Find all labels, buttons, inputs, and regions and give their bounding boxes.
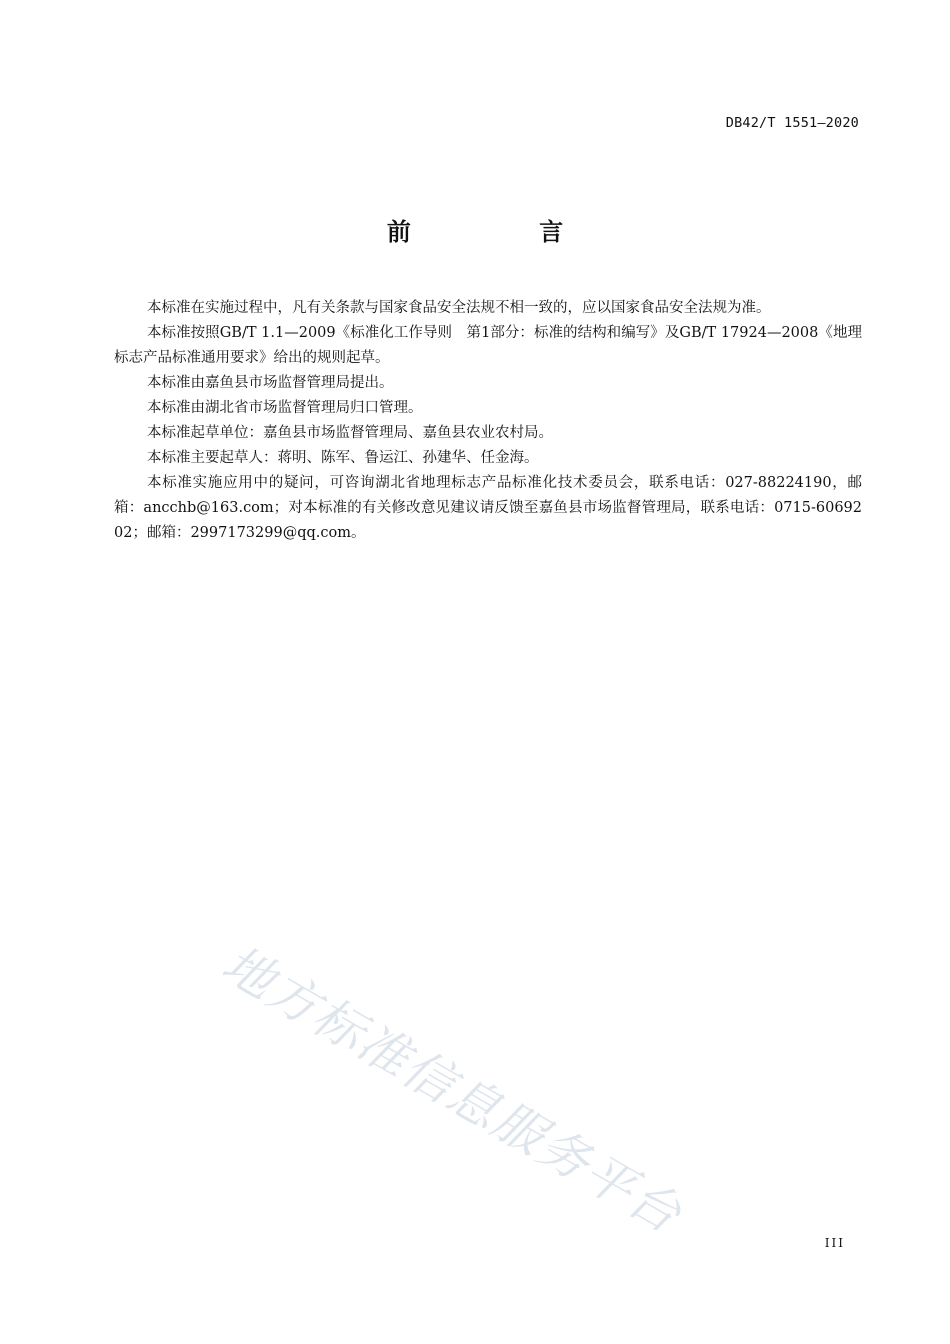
paragraph-drafting-units: 本标准起草单位：嘉鱼县市场监督管理局、嘉鱼县农业农村局。 xyxy=(147,425,553,441)
watermark: 地方标准信息服务平台 xyxy=(212,934,692,1245)
foreword-body xyxy=(114,296,862,546)
paragraph-administrator: 本标准由湖北省市场监督管理局归口管理。 xyxy=(147,400,423,416)
page-number: III xyxy=(824,1236,845,1250)
page-title: 前 言 xyxy=(386,218,624,246)
document-code: DB42/T 1551—2020 xyxy=(725,115,859,131)
paragraph-food-safety-note: 本标准在实施过程中，凡有关条款与国家食品安全法规不相一致的，应以国家食品安全法规为准。 xyxy=(147,300,771,316)
paragraph-drafting-rules: 本标准按照GB/T 1.1—2009《标准化工作导则 第1部分：标准的结构和编写》及GB/T 17924—2008《地理标志产品标准通用要求》给出的规则起草。 xyxy=(114,325,862,366)
paragraph-drafters: 本标准主要起草人：蒋明、陈军、鲁运江、孙建华、任金海。 xyxy=(147,450,539,466)
paragraph-contact-info: 本标准实施应用中的疑问，可咨询湖北省地理标志产品标准化技术委员会，联系电话：027-88224190，邮箱：ancchb@163.com；对本标准的有关修改意见建议请反馈至嘉鱼县市场监督管理局，联系电话：0715-6069202；邮箱：2997173299@qq.com。 xyxy=(114,475,862,541)
paragraph-proposer: 本标准由嘉鱼县市场监督管理局提出。 xyxy=(147,375,394,391)
